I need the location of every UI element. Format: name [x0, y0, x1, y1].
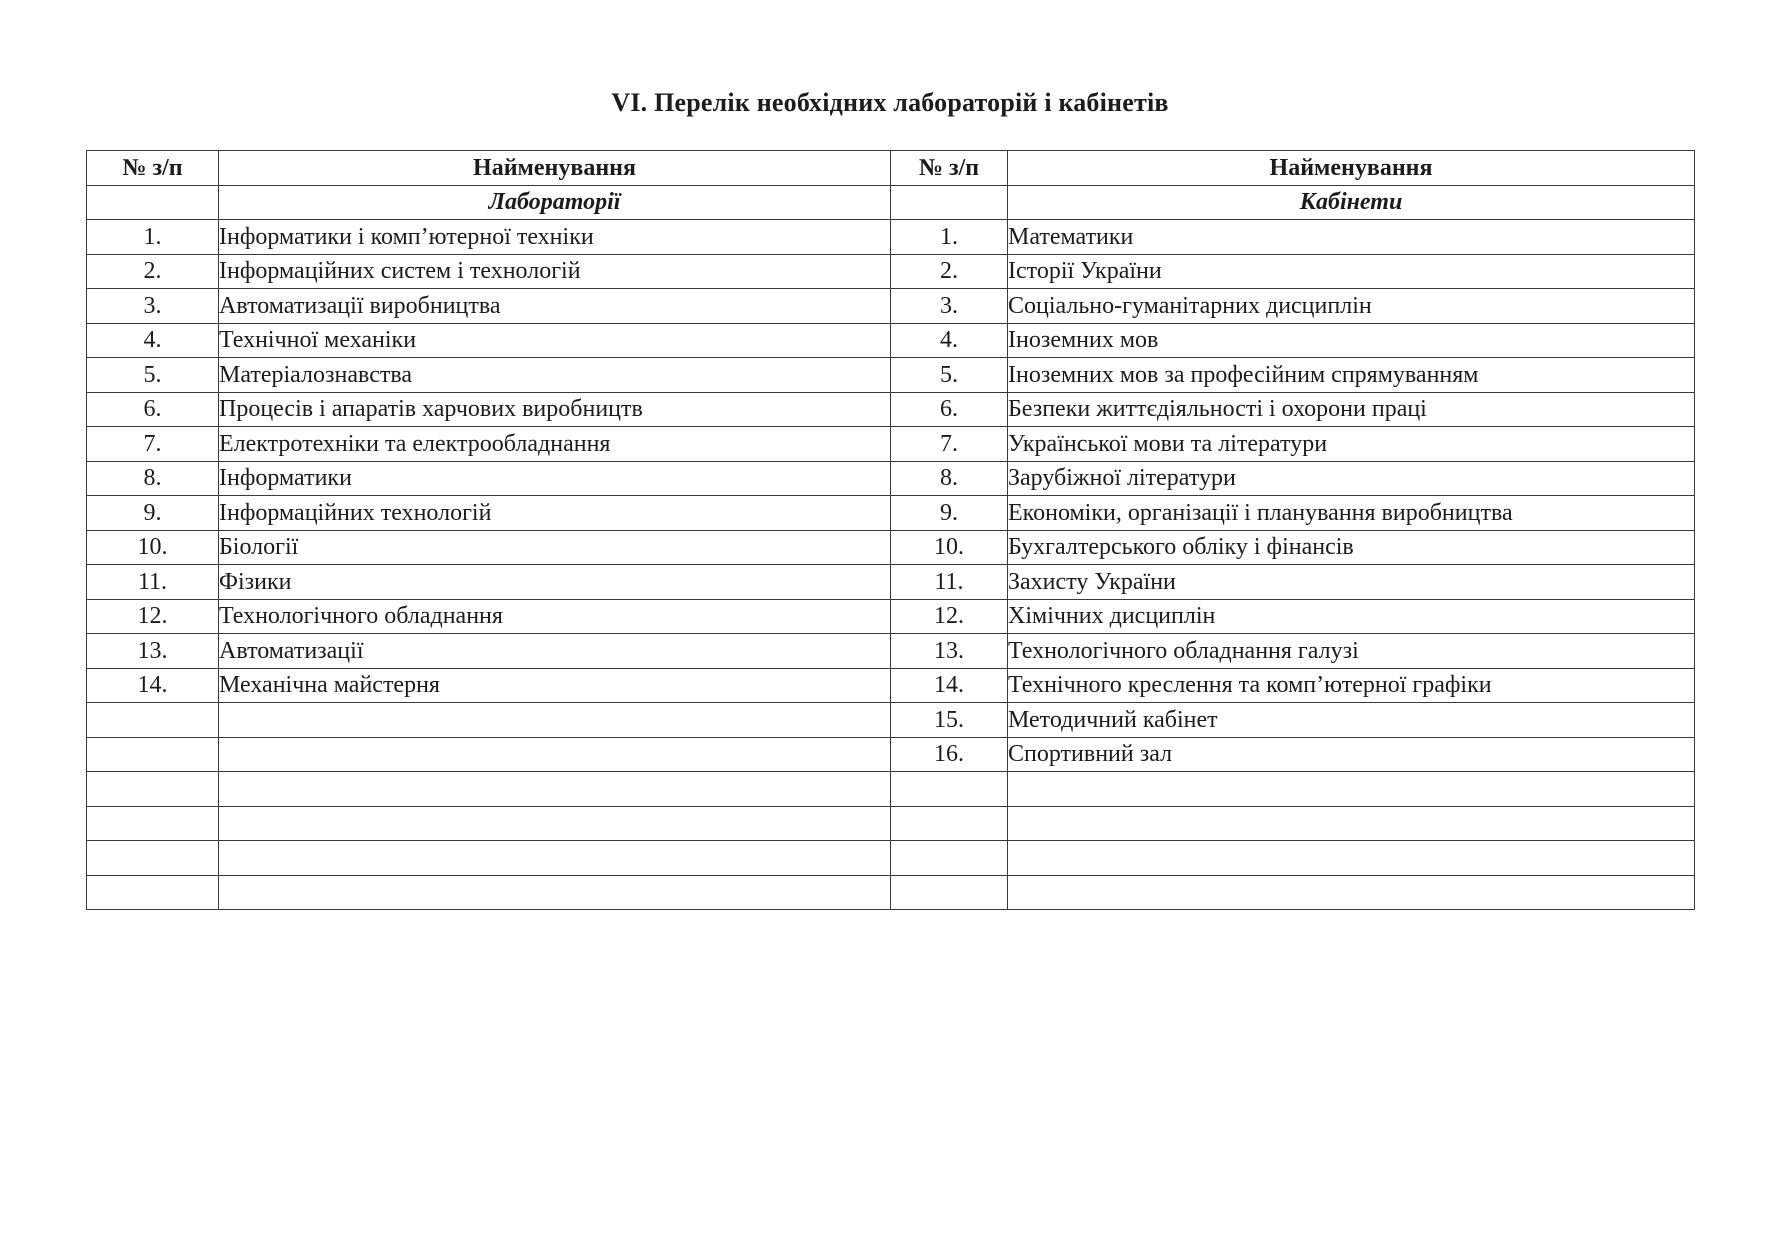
lab-name: Технічної механіки — [219, 323, 891, 358]
section-row — [87, 185, 1695, 220]
cabinet-name — [1008, 806, 1695, 841]
cabinet-name: Хімічних дисциплін — [1008, 599, 1695, 634]
lab-name: Процесів і апаратів харчових виробництв — [219, 392, 891, 427]
section-cabinets: Кабінети — [1008, 185, 1695, 220]
cabinet-name: Соціально-гуманітарних дисциплін — [1008, 289, 1695, 324]
table-row — [87, 461, 1695, 496]
lab-name — [219, 737, 891, 772]
lab-name — [219, 703, 891, 738]
cabinet-number: 4. — [891, 323, 1008, 358]
cabinet-name: Бухгалтерського обліку і фінансів — [1008, 530, 1695, 565]
page-title: VI. Перелік необхідних лабораторій і кабінетів — [611, 88, 1169, 117]
lab-name: Матеріалознавства — [219, 358, 891, 393]
cabinet-name: Історії України — [1008, 254, 1695, 289]
lab-number: 6. — [87, 392, 219, 427]
cabinet-number: 16. — [891, 737, 1008, 772]
cabinet-name: Технічного креслення та комп’ютерної графіки — [1008, 668, 1695, 703]
cabinet-name: Безпеки життєдіяльності і охорони праці — [1008, 392, 1695, 427]
table-row — [87, 220, 1695, 255]
cabinet-name — [1008, 772, 1695, 807]
cabinet-number: 8. — [891, 461, 1008, 496]
section-spacer-left — [87, 185, 219, 220]
lab-number: 11. — [87, 565, 219, 600]
lab-number — [87, 841, 219, 876]
lab-name: Інформаційних систем і технологій — [219, 254, 891, 289]
cabinet-name — [1008, 841, 1695, 876]
header-name-right: Найменування — [1008, 151, 1695, 186]
section-spacer-right — [891, 185, 1008, 220]
lab-name: Механічна майстерня — [219, 668, 891, 703]
cabinet-number: 9. — [891, 496, 1008, 531]
lab-number: 8. — [87, 461, 219, 496]
lab-name: Інформаційних технологій — [219, 496, 891, 531]
cabinet-name: Української мови та літератури — [1008, 427, 1695, 462]
lab-number — [87, 772, 219, 807]
lab-number: 14. — [87, 668, 219, 703]
cabinet-number: 10. — [891, 530, 1008, 565]
table-row — [87, 875, 1695, 910]
cabinet-name: Технологічного обладнання галузі — [1008, 634, 1695, 669]
lab-number: 13. — [87, 634, 219, 669]
lab-number: 2. — [87, 254, 219, 289]
header-number-right: № з/п — [891, 151, 1008, 186]
lab-number: 12. — [87, 599, 219, 634]
lab-number — [87, 806, 219, 841]
cabinet-number: 13. — [891, 634, 1008, 669]
table-row — [87, 530, 1695, 565]
labs-cabinets-table — [86, 150, 1695, 910]
cabinet-number: 3. — [891, 289, 1008, 324]
header-number-left: № з/п — [87, 151, 219, 186]
cabinet-number: 11. — [891, 565, 1008, 600]
table-row — [87, 496, 1695, 531]
lab-number: 4. — [87, 323, 219, 358]
table-row — [87, 427, 1695, 462]
lab-name: Автоматизації — [219, 634, 891, 669]
header-name-left: Найменування — [219, 151, 891, 186]
cabinet-name: Іноземних мов за професійним спрямуванням — [1008, 358, 1695, 393]
table-body — [87, 185, 1695, 910]
table-header-row — [87, 151, 1695, 186]
cabinet-number — [891, 841, 1008, 876]
lab-name — [219, 806, 891, 841]
cabinet-number — [891, 772, 1008, 807]
table-row — [87, 392, 1695, 427]
lab-name — [219, 772, 891, 807]
lab-number: 9. — [87, 496, 219, 531]
table-row — [87, 841, 1695, 876]
table-row — [87, 634, 1695, 669]
lab-number: 7. — [87, 427, 219, 462]
cabinet-name: Захисту України — [1008, 565, 1695, 600]
cabinet-name: Іноземних мов — [1008, 323, 1695, 358]
cabinet-number: 5. — [891, 358, 1008, 393]
cabinet-name: Спортивний зал — [1008, 737, 1695, 772]
cabinet-number: 1. — [891, 220, 1008, 255]
cabinet-name: Зарубіжної літератури — [1008, 461, 1695, 496]
lab-name: Біології — [219, 530, 891, 565]
cabinet-number: 6. — [891, 392, 1008, 427]
table-row — [87, 772, 1695, 807]
cabinet-name: Економіки, організації і планування виробництва — [1008, 496, 1695, 531]
lab-number: 5. — [87, 358, 219, 393]
cabinet-name — [1008, 875, 1695, 910]
lab-number: 3. — [87, 289, 219, 324]
section-laboratories: Лабораторії — [219, 185, 891, 220]
cabinet-number — [891, 806, 1008, 841]
lab-name: Фізики — [219, 565, 891, 600]
cabinet-number — [891, 875, 1008, 910]
cabinet-number: 7. — [891, 427, 1008, 462]
cabinet-number: 15. — [891, 703, 1008, 738]
table-row — [87, 599, 1695, 634]
lab-name: Автоматизації виробництва — [219, 289, 891, 324]
lab-number — [87, 737, 219, 772]
cabinet-number: 12. — [891, 599, 1008, 634]
lab-name: Інформатики — [219, 461, 891, 496]
table-row — [87, 737, 1695, 772]
lab-name: Технологічного обладнання — [219, 599, 891, 634]
table-row — [87, 703, 1695, 738]
lab-number — [87, 875, 219, 910]
cabinet-number: 14. — [891, 668, 1008, 703]
table-row — [87, 806, 1695, 841]
lab-name — [219, 841, 891, 876]
table-row — [87, 358, 1695, 393]
lab-name: Електротехніки та електрообладнання — [219, 427, 891, 462]
table-row — [87, 565, 1695, 600]
cabinet-name: Математики — [1008, 220, 1695, 255]
table-row — [87, 289, 1695, 324]
table-row — [87, 668, 1695, 703]
lab-name — [219, 875, 891, 910]
cabinet-name: Методичний кабінет — [1008, 703, 1695, 738]
table-row — [87, 254, 1695, 289]
lab-number: 1. — [87, 220, 219, 255]
lab-number — [87, 703, 219, 738]
cabinet-number: 2. — [891, 254, 1008, 289]
table-row — [87, 323, 1695, 358]
lab-name: Інформатики і комп’ютерної техніки — [219, 220, 891, 255]
lab-number: 10. — [87, 530, 219, 565]
